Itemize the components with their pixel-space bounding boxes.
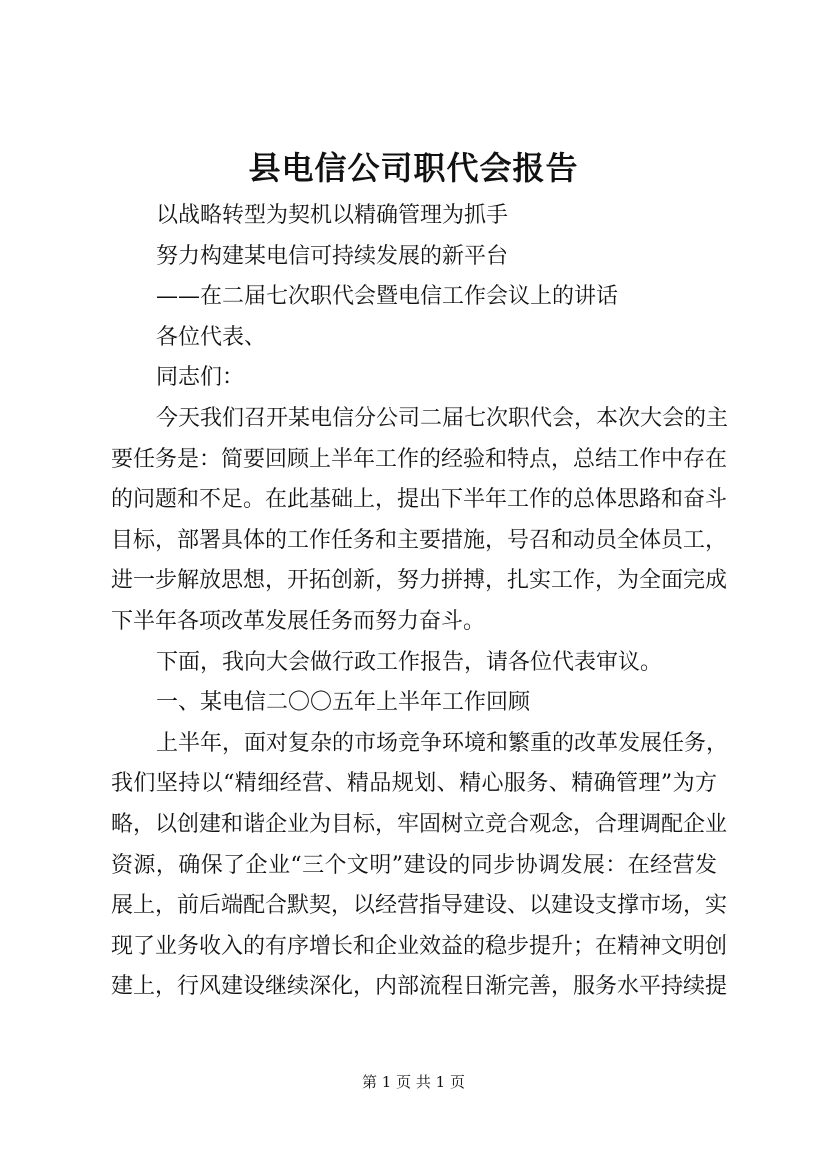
- paragraph-line: 略，以创建和谐企业为目标，牢固树立竞合观念，合理调配企业: [111, 811, 728, 837]
- salutation-line: 各位代表、: [156, 324, 267, 350]
- document-body: [111, 196, 729, 1008]
- salutation-line: 同志们：: [156, 365, 245, 391]
- paragraph-line: 建上，行风建设继续深化，内部流程日渐完善，服务水平持续提: [111, 974, 728, 1000]
- paragraph-line: 目标，部署具体的工作任务和主要措施，号召和动员全体员工，: [111, 527, 728, 553]
- paragraph-line: 下半年各项改革发展任务而努力奋斗。: [111, 608, 486, 634]
- paragraph-line: 上半年，面对复杂的市场竞争环境和繁重的改革发展任务，: [156, 730, 729, 756]
- subtitle-line: ——在二届七次职代会暨电信工作会议上的讲话: [156, 284, 619, 310]
- paragraph-line: 进一步解放思想，开拓创新，努力拼搏，扎实工作，为全面完成: [111, 568, 728, 594]
- document-title: 县电信公司职代会报告: [248, 149, 579, 187]
- paragraph-line: 展上，前后端配合默契，以经营指导建设、以建设支撑市场，实: [111, 893, 728, 919]
- section-heading: 一、某电信二〇〇五年上半年工作回顾: [156, 690, 531, 716]
- subtitle-line: 努力构建某电信可持续发展的新平台: [156, 243, 509, 269]
- paragraph-line: 资源，确保了企业“三个文明”建设的同步协调发展：在经营发: [111, 852, 717, 878]
- paragraph-line: 现了业务收入的有序增长和企业效益的稳步提升；在精神文明创: [111, 933, 728, 959]
- paragraph-line: 我们坚持以“精细经营、精品规划、精心服务、精确管理”为方: [111, 771, 717, 797]
- paragraph-line: 的问题和不足。在此基础上，提出下半年工作的总体思路和奋斗: [111, 487, 728, 513]
- subtitle-line: 以战略转型为契机以精确管理为抓手: [156, 203, 509, 228]
- paragraph-line: 要任务是：简要回顾上半年工作的经验和特点，总结工作中存在: [111, 446, 728, 472]
- paragraph-line: 今天我们召开某电信分公司二届七次职代会，本次大会的主: [156, 405, 729, 431]
- page-footer: 第 1 页 共 1 页: [362, 1073, 465, 1091]
- paragraph-line: 下面，我向大会做行政工作报告，请各位代表审议。: [156, 649, 663, 675]
